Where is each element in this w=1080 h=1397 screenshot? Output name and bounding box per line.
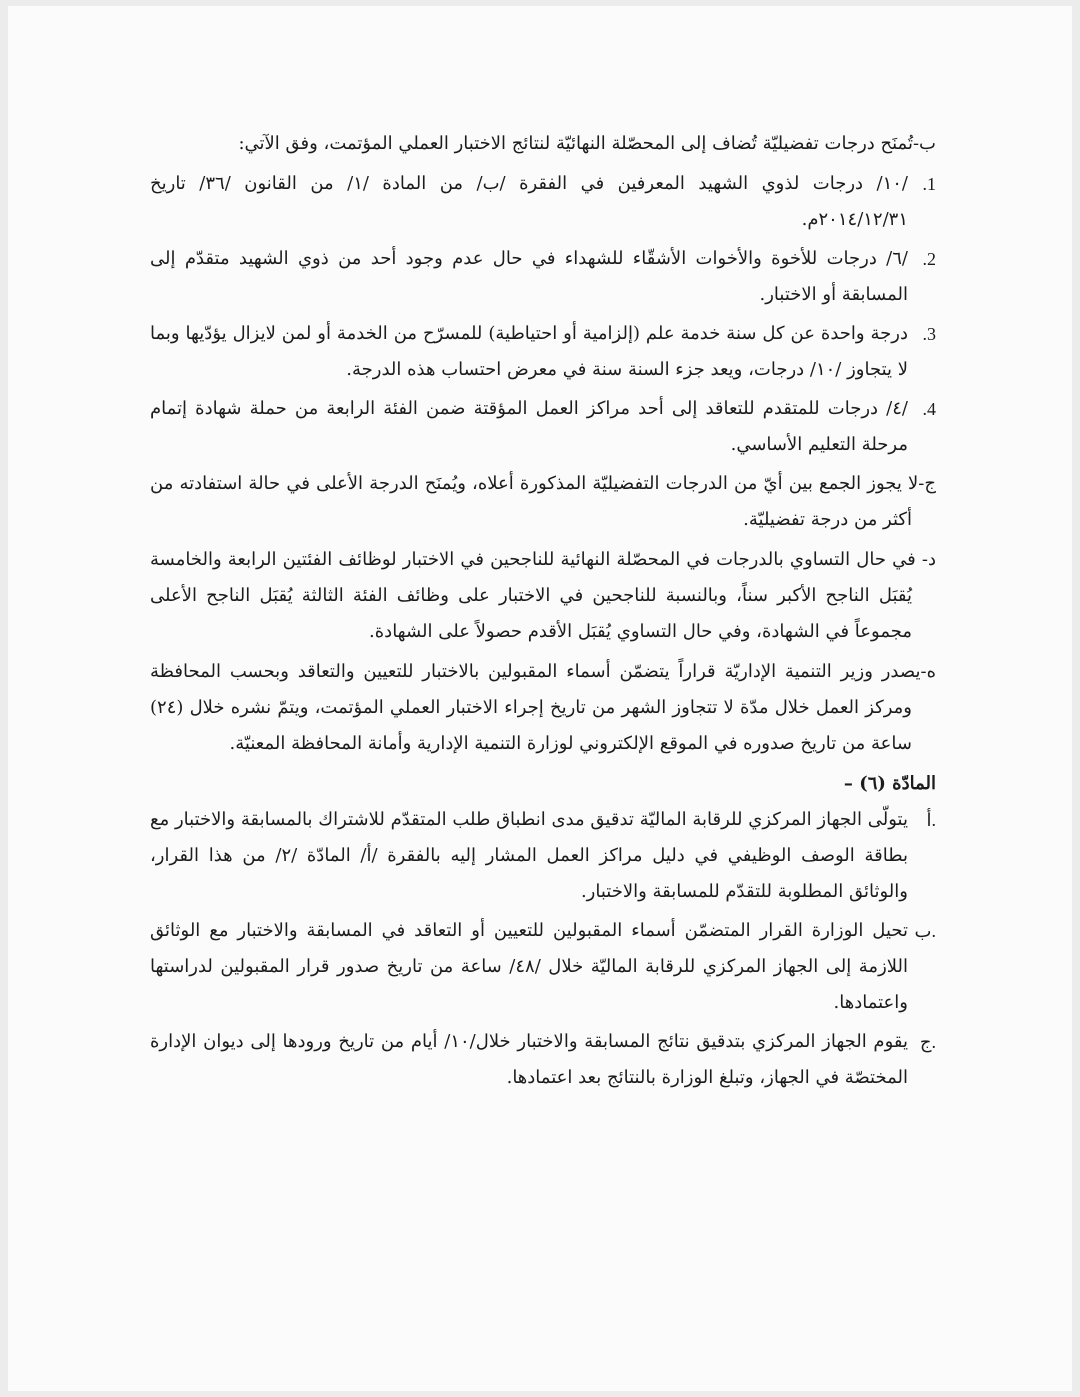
item-text: درجة واحدة عن كل سنة خدمة علم (إلزامية أو احتياطية) للمسرّح من الخدمة أو لمن لايزال يؤدّيها وبما لا يتجاوز /١٠/ درجات، ويعد جزء السنة سنة في معرض احتساب هذه الدرجة. [150,323,908,380]
paragraph-b: ب-تُمنَح درجات تفضيليّة تُضاف إلى المحصّلة النهائيّة لنتائج الاختبار العملي المؤتمت، وفق الآتي: [238,133,936,154]
item-text: /٤/ درجات للمتقدم للتعاقد إلى أحد مراكز العمل المؤقتة ضمن الفئة الرابعة من حملة شهادة إتمام مرحلة التعليم الأساسي. [150,398,908,455]
list-item [150,391,936,463]
item-number: .2 [922,249,936,269]
paragraph-h: ه-يصدر وزير التنمية الإداريّة قراراً يتضمّن أسماء المقبولين بالاختبار للتعيين والتعاقد وبحسب المحافظة ومركز العمل خلال مدّة لا تتجاوز الشهر من تاريخ إجراء الاختبار العملي المؤتمت، ويتمّ نشره خلال (٢٤) ساعة من تاريخ صدوره في الموقع الإلكتروني لوزارة التنمية الإدارية وأمانة المحافظة المعنيّة. [150,661,936,754]
list-item [150,802,936,910]
item-text: يتولّى الجهاز المركزي للرقابة الماليّة تدقيق مدى انطباق طلب المتقدّم للاشتراك بالمسابقة والاختبار مع بطاقة الوصف الوظيفي في دليل مراكز العمل المشار إليه بالفقرة /أ/ المادّة /٢/ من هذا القرار، والوثائق المطلوبة للتقدّم للمسابقة والاختبار. [150,809,908,902]
list-item [150,166,936,238]
item-text: يقوم الجهاز المركزي بتدقيق نتائج المسابقة والاختبار خلال/١٠/ أيام من تاريخ ورودها إلى ديوان الإدارة المختصّة في الجهاز، وتبلغ الوزارة بالنتائج بعد اعتمادها. [150,1031,908,1088]
list-item [150,1024,936,1096]
document-page [8,6,1072,1391]
item-letter: ج. [919,1032,936,1052]
document-body [150,126,936,1096]
paragraph-c: ج-لا يجوز الجمع بين أيّ من الدرجات التفضيليّة المذكورة أعلاه، ويُمنَح الدرجة الأعلى في حالة استفادته من أكثر من درجة تفضيليّة. [150,473,936,530]
item-letter: ب. [914,921,936,941]
list-item [150,913,936,1021]
item-number: .1 [922,174,936,194]
article-heading: المادّة (٦) – [843,773,936,794]
item-text: /٦/ درجات للأخوة والأخوات الأشقّاء للشهداء في حال عدم وجود أحد من ذوي الشهيد متقدّم إلى المسابقة أو الاختبار. [150,248,908,305]
item-number: .3 [922,324,936,344]
list-item [150,241,936,313]
paragraph-d: د- في حال التساوي بالدرجات في المحصّلة النهائية للناجحين في الاختبار لوظائف الفئتين الرابعة والخامسة يُقبَل الناجح الأكبر سناً، وبالنسبة للناجحين في الاختبار على وظائف الفئة الثالثة يُقبَل الناجح الأعلى مجموعاً في الشهادة، وفي حال التساوي يُقبَل الأقدم حصولاً على الشهادة. [150,549,936,642]
item-text: /١٠/ درجات لذوي الشهيد المعرفين في الفقرة /ب/ من المادة /١/ من القانون /٣٦/ تاريخ ٢٠١٤/١٢/٣١م. [150,173,908,230]
item-letter: أ. [926,810,936,830]
list-item [150,316,936,388]
item-text: تحيل الوزارة القرار المتضمّن أسماء المقبولين للتعيين أو التعاقد في المسابقة والاختبار مع الوثائق اللازمة إلى الجهاز المركزي للرقابة الماليّة خلال /٤٨/ ساعة من تاريخ صدور قرار المقبولين لدراستها واعتمادها. [150,920,908,1013]
item-number: .4 [922,399,936,419]
